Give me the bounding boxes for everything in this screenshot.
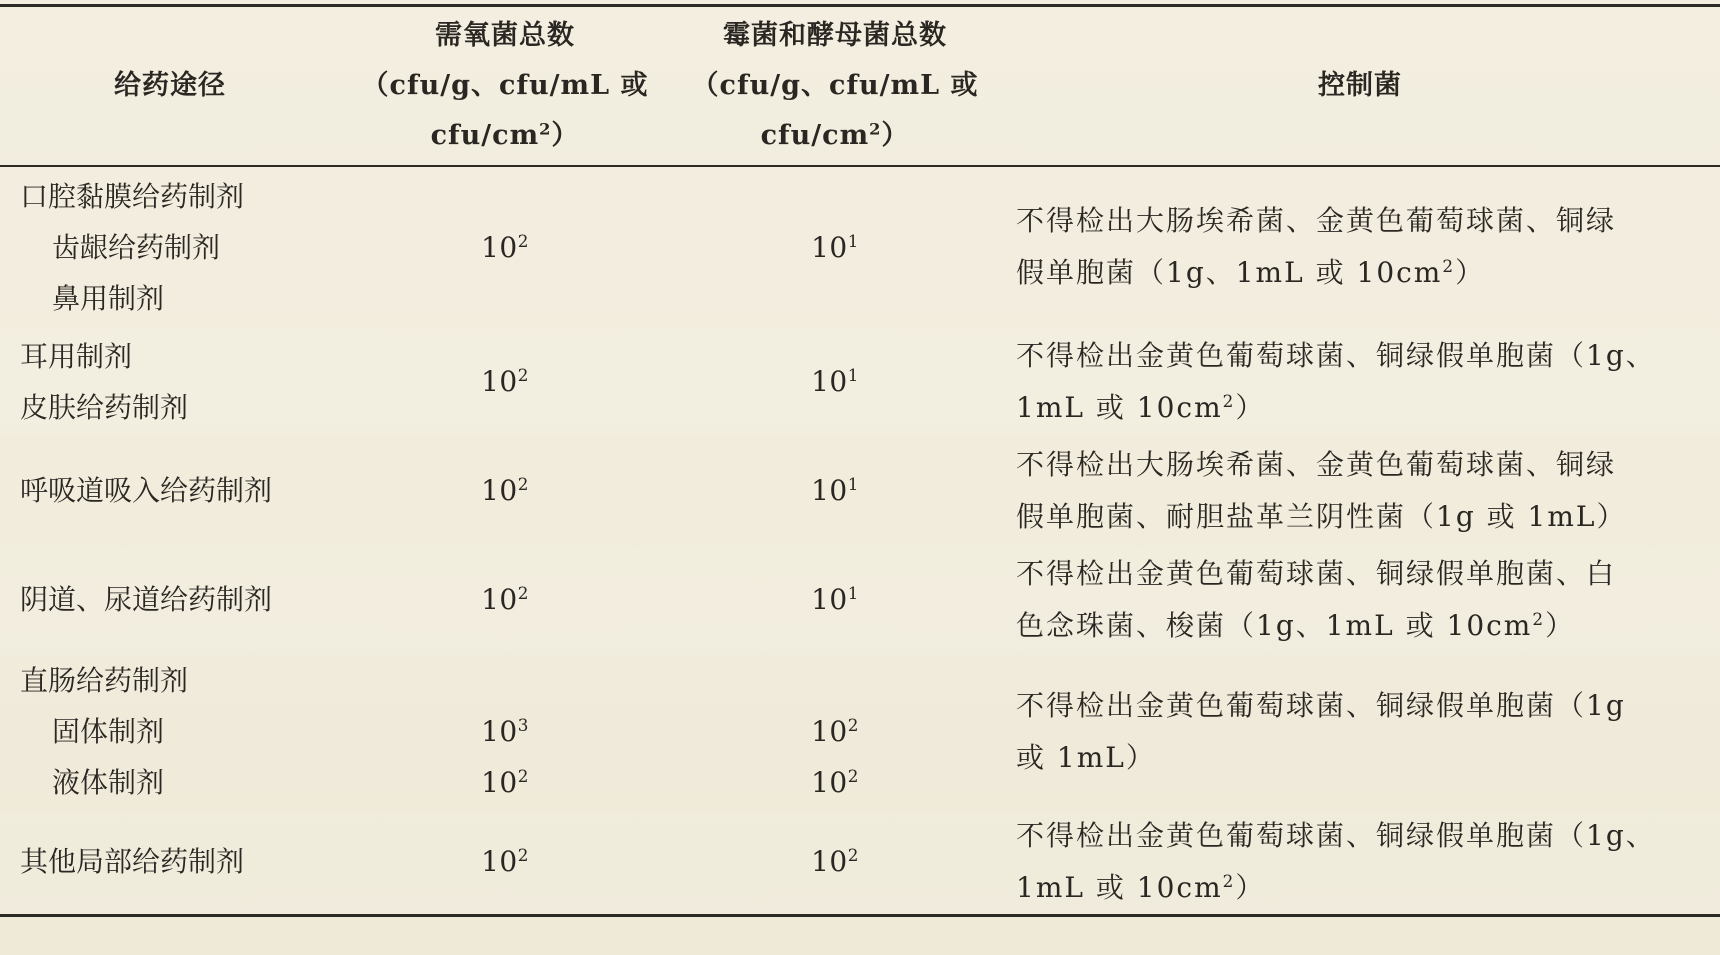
route-cell: [0, 654, 340, 810]
control-bacteria-cell: 不得检出金黄色葡萄球菌、铜绿假单胞菌（1g、 1mL 或 $10cm^2$）: [1016, 338, 1656, 424]
table-row: [0, 810, 1720, 916]
route-cell: [0, 546, 340, 654]
header-aerobic-title: 需氧菌总数: [435, 19, 575, 51]
control-bacteria-cell: 不得检出金黄色葡萄球菌、铜绿假单胞菌、白 色念珠菌、梭菌（1g、1mL 或 $10cm^2$）: [1016, 556, 1617, 642]
header-row: [0, 6, 1720, 166]
mold-count-cell: $10^2$: [811, 845, 859, 879]
aerobic-count-cell: $10^2$: [481, 845, 529, 879]
route-sublabel: 齿龈给药制剂: [52, 230, 221, 264]
aerobic-count-cell: $10^2$: [481, 364, 529, 398]
route-label: 口腔黏膜给药制剂: [20, 179, 245, 213]
table-row: [0, 436, 1720, 546]
header-aerobic-unit: （cfu/g、cfu/mL 或: [361, 69, 649, 101]
header-control-bacteria: 控制菌: [1318, 69, 1402, 101]
aerobic-count-cell: $10^2$: [481, 582, 529, 616]
header-mold-yeast-count: [670, 6, 1000, 166]
route-label: 呼吸道吸入给药制剂: [20, 474, 273, 507]
header-mold-unit-2: cfu/$cm^2$）: [760, 119, 910, 151]
route-label: 其他局部给药制剂: [20, 845, 245, 879]
header-route: 给药途径: [114, 69, 226, 101]
mold-count-cell: $10^1$: [811, 582, 859, 616]
header-aerobic-unit-2: cfu/$cm^2$）: [430, 119, 580, 151]
route-sublabel: 鼻用制剂: [52, 281, 165, 315]
control-bacteria-cell: 不得检出金黄色葡萄球菌、铜绿假单胞菌（1g 或 1mL）: [1016, 688, 1626, 774]
route-cell: [0, 436, 340, 546]
route-cell: [0, 810, 340, 916]
header-mold-unit: （cfu/g、cfu/mL 或: [691, 69, 979, 101]
table-row: [0, 328, 1720, 436]
route-label: 直肠给药制剂: [20, 664, 189, 697]
control-bacteria-cell: 不得检出大肠埃希菌、金黄色葡萄球菌、铜绿 假单胞菌（1g、1mL 或 $10cm^2$）: [1016, 204, 1617, 289]
aerobic-count-cell: $10^2$: [481, 230, 529, 264]
table-row: [0, 654, 1720, 810]
table-body: [0, 166, 1720, 916]
mold-count-cell: $10^1$: [811, 473, 859, 507]
header-aerobic-count: [340, 6, 670, 166]
control-bacteria-cell: 不得检出金黄色葡萄球菌、铜绿假单胞菌（1g、 1mL 或 $10cm^2$）: [1016, 818, 1656, 904]
control-bacteria-cell: 不得检出大肠埃希菌、金黄色葡萄球菌、铜绿 假单胞菌、耐胆盐革兰阴性菌（1g 或 1mL）: [1016, 447, 1627, 533]
route-cell: [0, 328, 340, 436]
mold-count-cell: $10^2$ $10^2$: [811, 714, 859, 799]
table-header: [0, 6, 1720, 166]
route-label: 阴道、尿道给药制剂: [20, 583, 273, 616]
table-row: [0, 166, 1720, 328]
route-label: 皮肤给药制剂: [20, 390, 189, 424]
microbial-limit-table: [0, 4, 1720, 917]
aerobic-count-cell: $10^3$ $10^2$: [481, 714, 529, 799]
table-row: [0, 546, 1720, 654]
route-label: 耳用制剂: [20, 339, 133, 373]
aerobic-count-cell: $10^2$: [481, 473, 529, 507]
mold-count-cell: $10^1$: [811, 364, 859, 398]
route-sublabel: 固体制剂: [52, 715, 165, 748]
mold-count-cell: $10^1$: [811, 230, 859, 264]
route-cell: [0, 166, 340, 328]
header-mold-title: 霉菌和酵母菌总数: [723, 19, 947, 51]
route-sublabel: 液体制剂: [52, 766, 165, 799]
